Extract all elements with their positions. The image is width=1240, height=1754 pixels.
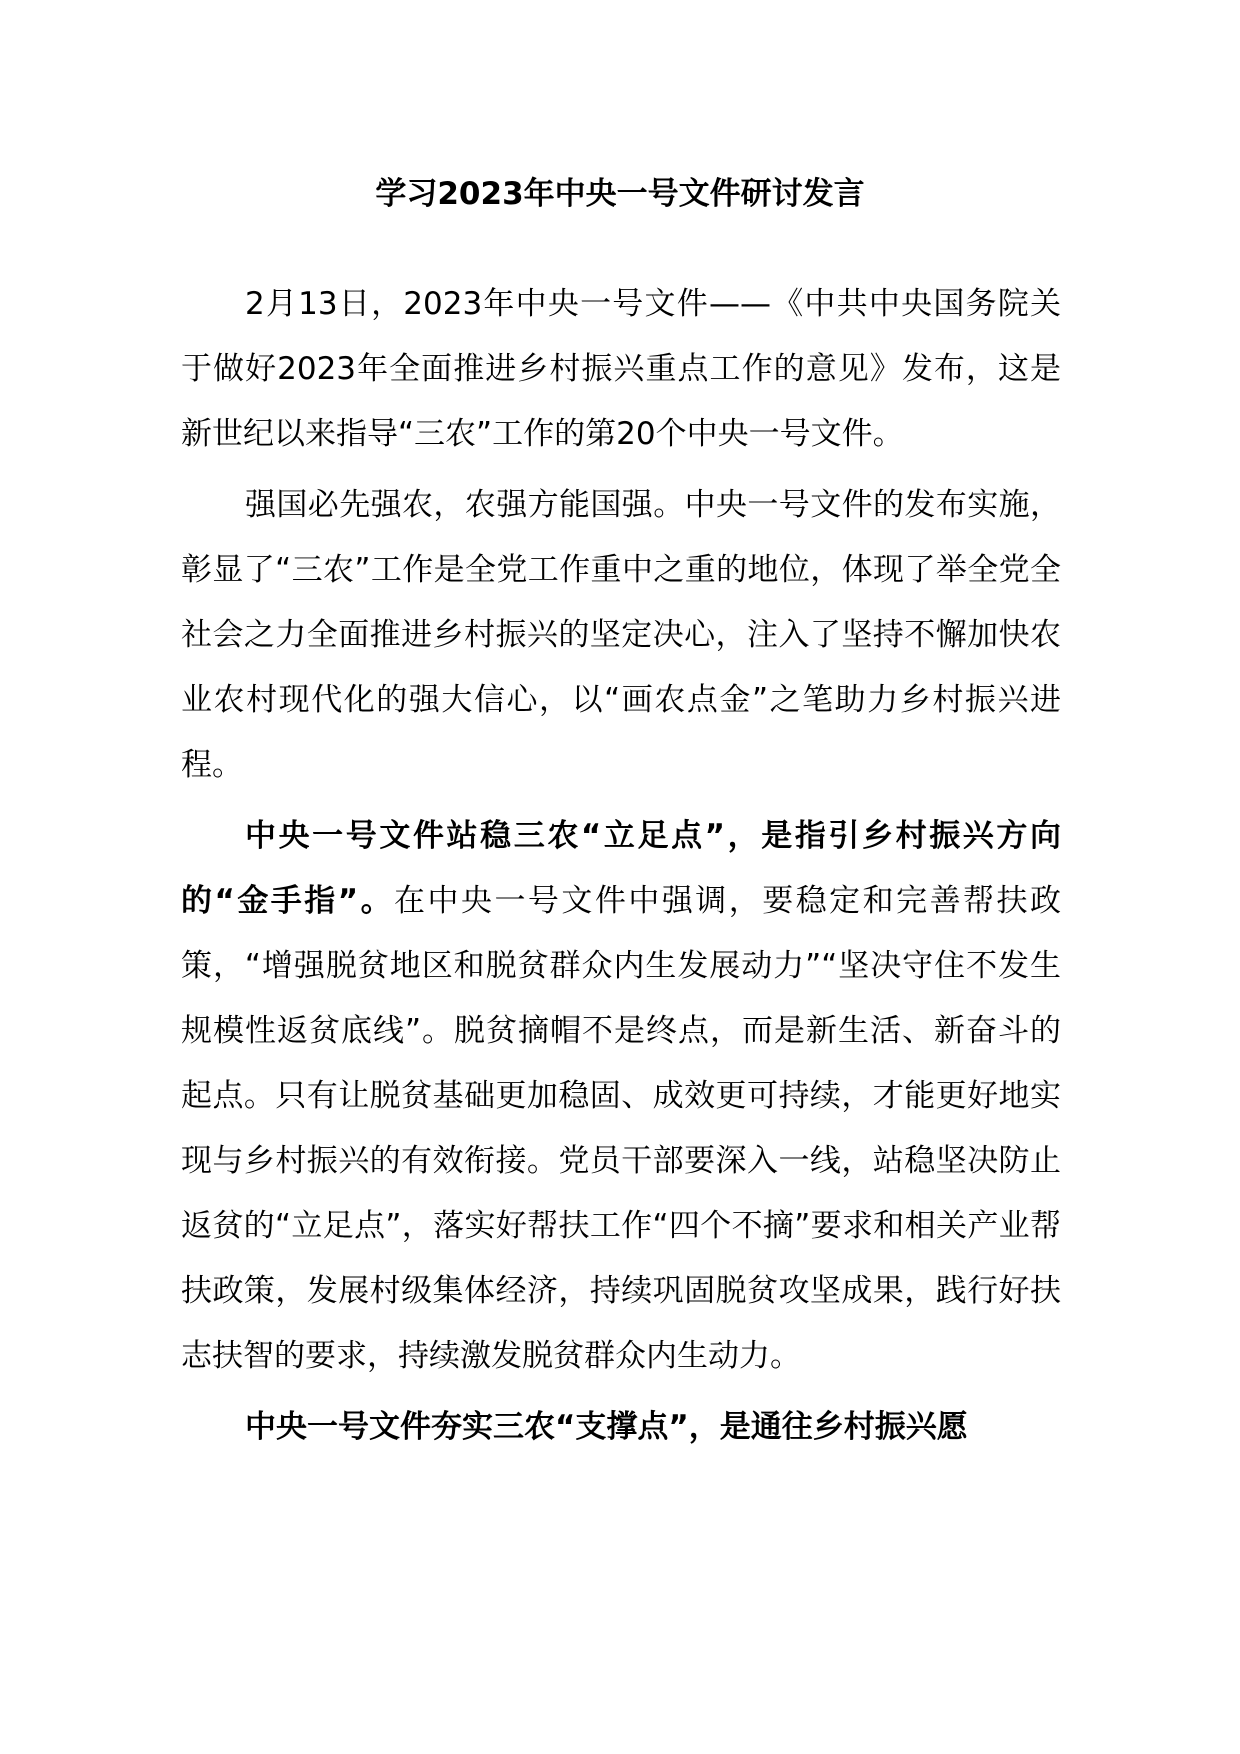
document-title: 学习2023年中央一号文件研讨发言 (375, 176, 865, 212)
paragraph-significance (181, 473, 1061, 798)
paragraph-text: 强国必先强农，农强方能国强。中央一号文件的发布实施，彰显了“三农”工作是全党工作重中之重的地位，体现了举全党全社会之力全面推进乡村振兴的坚定决心，注入了坚持不懈加快农业农村现代化的强大信心，以“画农点金”之笔助力乡村振兴进程。 (181, 487, 1061, 783)
paragraph-text: 在中央一号文件中强调，要稳定和完善帮扶政策，“增强脱贫地区和脱贫群众内生发展动力”“坚决守住不发生规模性返贫底线”。脱贫摘帽不是终点，而是新生活、新奋斗的起点。只有让脱贫基础更加稳固、成效更可持续，才能更好地实现与乡村振兴的有效衔接。党员干部要深入一线，站稳坚决防止返贫的“立足点”，落实好帮扶工作“四个不摘”要求和相关产业帮扶政策，发展村级集体经济，持续巩固脱贫攻坚成果，践行好扶志扶智的要求，持续激发脱贫群众内生动力。 (181, 883, 1061, 1374)
paragraph-heading-bold: 中央一号文件夯实三农“支撑点”，是通往乡村振兴愿 (245, 1409, 968, 1445)
paragraph-intro (181, 272, 1061, 467)
paragraph-text: 2月13日，2023年中央一号文件——《中共中央国务院关于做好2023年全面推进乡村振兴重点工作的意见》发布，这是新世纪以来指导“三农”工作的第20个中央一号文件。 (181, 286, 1061, 452)
document-body (181, 272, 1061, 1466)
paragraph-foothold (181, 804, 1061, 1389)
paragraph-heading-bold: 中央一号文件站稳三农“立足点”，是指引乡村振兴方向的“金手指”。 (181, 818, 1061, 919)
paragraph-support (181, 1395, 1061, 1460)
